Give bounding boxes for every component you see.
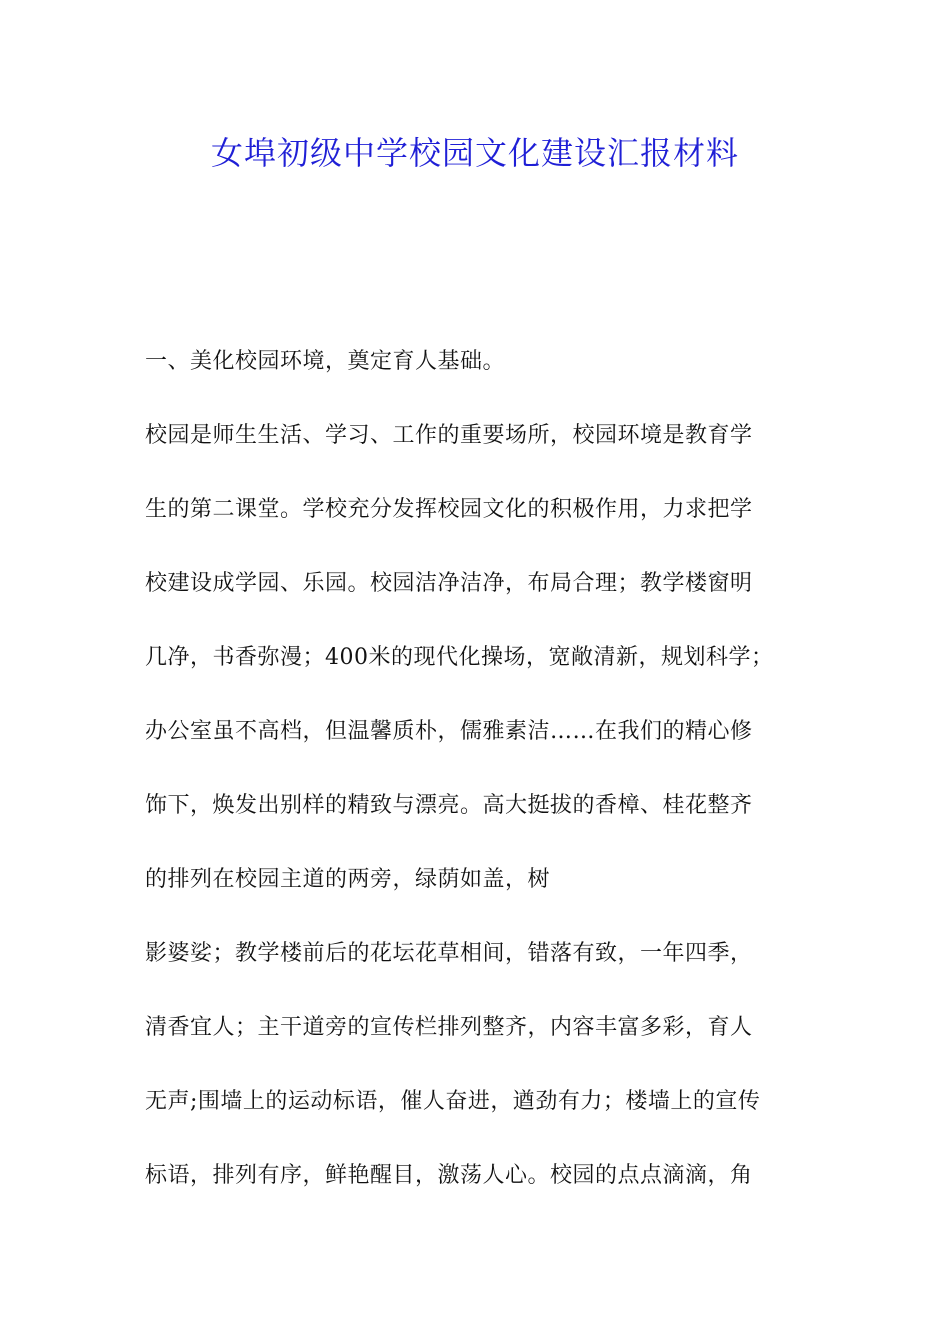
section-heading: 一、美化校园环境，奠定育人基础。 [145, 349, 506, 374]
paragraph-line: 生的第二课堂。学校充分发挥校园文化的积极作用，力求把学 [145, 497, 753, 522]
paragraph-line: 校园是师生生活、学习、工作的重要场所，校园环境是教育学 [145, 423, 753, 448]
paragraph-line: 影婆娑；教学楼前后的花坛花草相间，错落有致，一年四季， [145, 941, 753, 966]
paragraph-line: 无声;围墙上的运动标语，催人奋进，遒劲有力；楼墙上的宣传 [145, 1089, 761, 1114]
paragraph-line: 校建设成学园、乐园。校园洁净洁净，布局合理；教学楼窗明 [145, 571, 753, 596]
paragraph-line: 办公室虽不高档，但温馨质朴，儒雅素洁……在我们的精心修 [145, 719, 753, 744]
paragraph-line: 清香宜人；主干道旁的宣传栏排列整齐，内容丰富多彩，育人 [145, 1015, 753, 1040]
paragraph-line: 标语，排列有序，鲜艳醒目，激荡人心。校园的点点滴滴，角 [145, 1163, 753, 1188]
paragraph-line: 几净，书香弥漫；400米的现代化操场，宽敞清新，规划科学； [145, 645, 774, 670]
paragraph-line: 饰下，焕发出别样的精致与漂亮。高大挺拔的香樟、桂花整齐 [145, 793, 753, 818]
paragraph-line: 的排列在校园主道的两旁，绿荫如盖，树 [145, 867, 551, 892]
document-title: 女埠初级中学校园文化建设汇报材料 [210, 134, 739, 172]
document-body [145, 336, 825, 1224]
